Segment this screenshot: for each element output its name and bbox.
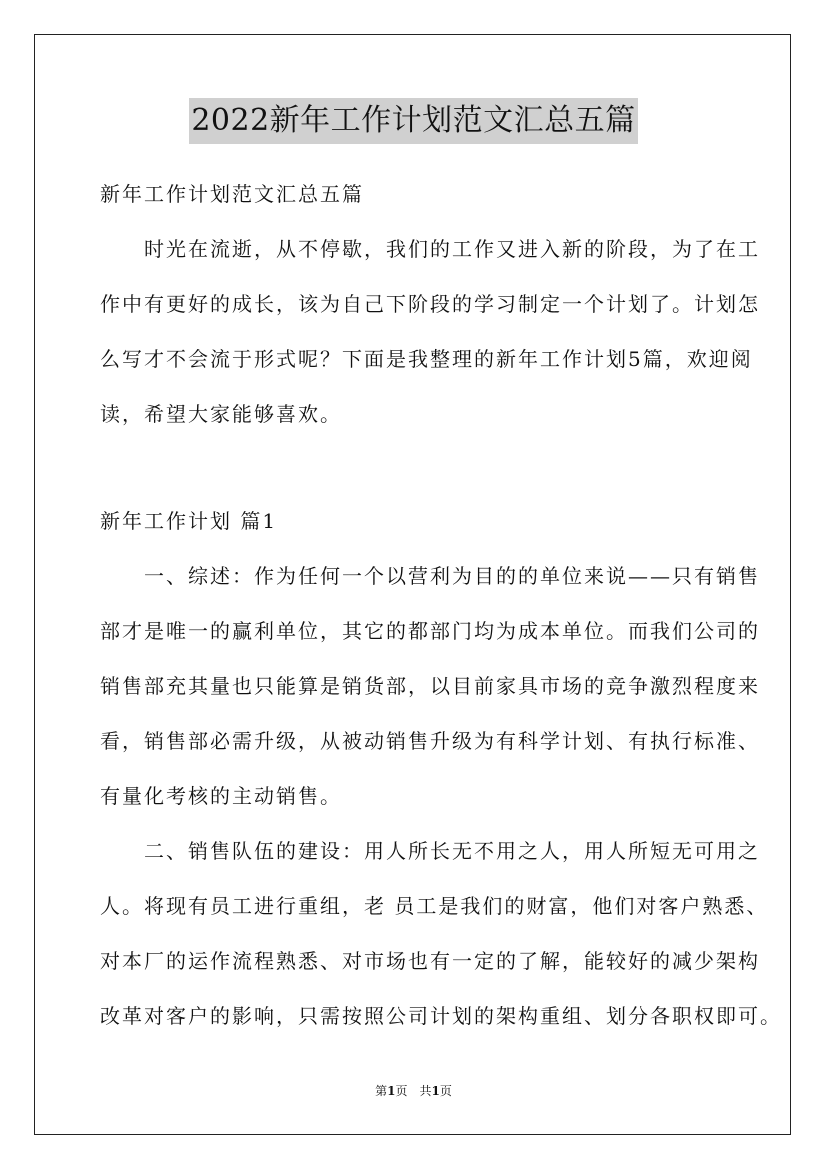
title-wrap bbox=[0, 98, 827, 144]
para1-line-1: 一、综述：作为任何一个以营利为目的的单位来说——只有销售 bbox=[100, 564, 760, 588]
para1-line-5: 有量化考核的主动销售。 bbox=[100, 784, 342, 808]
page-footer bbox=[0, 1084, 827, 1098]
para2-line-2: 人。将现有员工进行重组，老 员工是我们的财富，他们对客户熟悉、 bbox=[100, 894, 769, 918]
footer-label-2: 页 共 bbox=[395, 1084, 432, 1098]
footer-label-1: 第 bbox=[375, 1084, 388, 1098]
intro-line-2: 作中有更好的成长，该为自己下阶段的学习制定一个计划了。计划怎 bbox=[100, 292, 760, 316]
para2-line-3: 对本厂的运作流程熟悉、对市场也有一定的了解，能较好的减少架构 bbox=[100, 949, 760, 973]
subtitle-line: 新年工作计划范文汇总五篇 bbox=[100, 182, 364, 206]
footer-label-3: 页 bbox=[439, 1084, 452, 1098]
intro-line-3: 么写才不会流于形式呢？下面是我整理的新年工作计划5篇，欢迎阅 bbox=[100, 347, 753, 371]
para1-line-2: 部才是唯一的赢利单位，其它的都部门均为成本单位。而我们公司的 bbox=[100, 619, 760, 643]
footer-total-pages: 1 bbox=[431, 1084, 440, 1098]
intro-line-4: 读，希望大家能够喜欢。 bbox=[100, 402, 342, 426]
para1-line-4: 看，销售部必需升级，从被动销售升级为有科学计划、有执行标准、 bbox=[100, 729, 760, 753]
para2-line-1: 二、销售队伍的建设：用人所长无不用之人，用人所短无可用之 bbox=[100, 839, 760, 863]
document-title: 2022新年工作计划范文汇总五篇 bbox=[189, 98, 637, 144]
footer-page-number: 1 bbox=[387, 1084, 396, 1098]
intro-line-1: 时光在流逝，从不停歇，我们的工作又进入新的阶段，为了在工 bbox=[100, 237, 760, 261]
para2-line-4: 改革对客户的影响，只需按照公司计划的架构重组、划分各职权即可。 bbox=[100, 1004, 782, 1028]
section-heading: 新年工作计划 篇1 bbox=[100, 509, 278, 533]
para1-line-3: 销售部充其量也只能算是销货部，以目前家具市场的竞争激烈程度来 bbox=[100, 674, 760, 698]
